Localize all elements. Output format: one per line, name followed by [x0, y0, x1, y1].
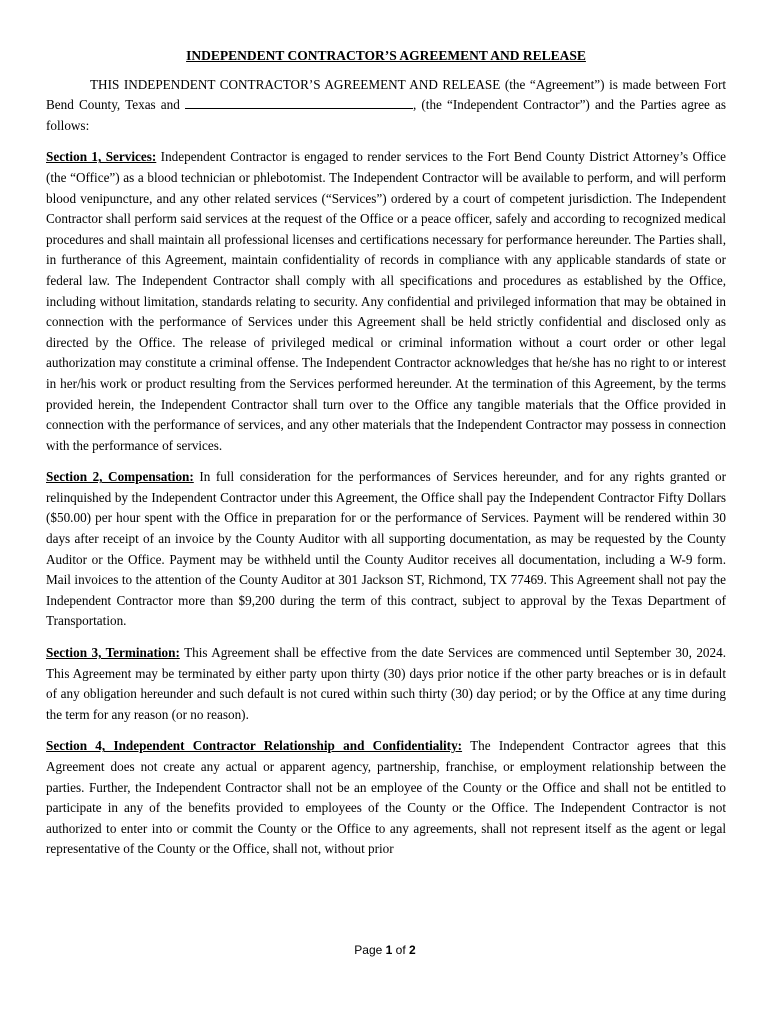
section-2-text: In full consideration for the performances of Services hereunder, and for any rights granted or relinquished by the Independent Contractor under this Agreement, the Office shall pay the Independent Contractor Fifty Dollars ($50.00) per hour spent with the Office in preparation for or the performance of Services. Payment will be rendered within 30 days after receipt of an invoice by the County Auditor with all supporting documentation, as may be requested by the County Auditor or the Office. Payment may be withheld until the County Auditor receives all documentation, including a W-9 form. Mail invoices to the attention of the County Auditor at 301 Jackson ST, Richmond, TX 77469. This Agreement shall not pay the Independent Contractor more than $9,200 during the term of this contract, subject to approval by the Texas Department of Transportation. — [46, 469, 727, 629]
section-4-relationship — [46, 736, 726, 860]
section-2-heading: Section 2, Compensation: — [46, 469, 194, 485]
section-1-heading: Section 1, Services: — [46, 149, 157, 165]
section-4-heading: Section 4, Independent Contractor Relationship and Confidentiality: — [46, 738, 463, 754]
document-page — [46, 46, 726, 871]
section-1-services — [46, 147, 726, 456]
page-footer — [0, 943, 770, 957]
section-3-text: This Agreement shall be effective from the date Services are commenced until September 30, 2024. This Agreement may be terminated by either party upon thirty (30) days prior notice if the other party breaches or is in default of any obligation hereunder and such default is not cured within such thirty (30) day period; or by the Office at any time during the term for any reason (or no reason). — [46, 645, 726, 722]
of-label: of — [395, 943, 406, 957]
contractor-name-blank[interactable] — [185, 96, 413, 109]
page-label: Page — [354, 943, 383, 957]
section-2-compensation — [46, 467, 726, 632]
document-title: INDEPENDENT CONTRACTOR’S AGREEMENT AND RELEASE — [186, 48, 586, 63]
section-4-text: The Independent Contractor agrees that this Agreement does not create any actual or apparent agency, partnership, franchise, or employment relationship between the parties. Further, the Independent Contractor shall not be an employee of the County or the Office and shall not be entitled to participate in any of the benefits provided to employees of the County or the Office. The Independent Contractor is not authorized to enter into or commit the County or the Office to any agreements, shall not represent itself as the agent or legal representative of the County or the Office, shall not, without prior — [46, 738, 726, 857]
intro-text-end: , (the “Independent Contractor”) and the Parties agree as follows: — [46, 97, 727, 133]
intro-paragraph — [46, 75, 726, 137]
intro-text-start: THIS INDEPENDENT CONTRACTOR’S AGREEMENT AND RELEASE (the “Agreement”) is made between Fort Bend County, Texas and — [46, 76, 726, 113]
section-3-termination — [46, 643, 726, 725]
section-3-heading: Section 3, Termination: — [46, 645, 180, 661]
total-pages-number: 2 — [409, 943, 416, 957]
current-page-number: 1 — [385, 943, 393, 957]
section-1-text: Independent Contractor is engaged to render services to the Fort Bend County District Attorney’s Office (the “Office”) as a blood technician or phlebotomist. The Independent Contractor will be available to perform, and will perform blood venipuncture, and any other related services (“Services”) ordered by a court of competent jurisdiction. The Independent Contractor shall perform said services at the request of the Office or a peace officer, safely and according to recognized medical procedures and shall maintain all professional licenses and certifications necessary for performance hereunder. The Parties shall, in furtherance of this Agreement, maintain confidentiality of records in compliance with any applicable standards of state or federal law. The Independent Contractor shall comply with all specifications and procedures as established by the Office, including without limitation, standards relating to security. Any confidential and privileged information that may be obtained in connection with the performance of Services under this Agreement shall be held strictly confidential and disclosed only as directed by the Office. The release of privileged medical or criminal information without a court order or other legal authorization may constitute a criminal offense. The Independent Contractor acknowledges that he/she has no right to or interest in her/his work or product resulting from the Services performed hereunder. At the termination of this Agreement, by the terms provided herein, the Independent Contractor shall turn over to the Office any tangible materials that the Office provided in connection with the performance of services, and any other materials that the Independent Contractor may possess in connection with the performance of services. — [46, 149, 726, 453]
